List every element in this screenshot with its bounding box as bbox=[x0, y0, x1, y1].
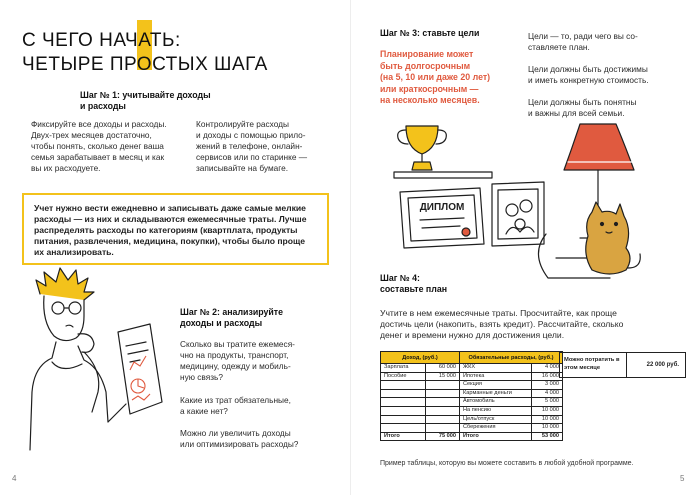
table-row bbox=[381, 398, 563, 407]
step4-heading bbox=[380, 273, 447, 295]
text-line: вы их расходуете. bbox=[31, 163, 101, 173]
table-row bbox=[381, 415, 563, 424]
income-value bbox=[425, 389, 459, 398]
spend-value: 22 000 руб. bbox=[646, 362, 679, 368]
expense-value: 16 000 bbox=[531, 372, 562, 381]
budget-table bbox=[380, 351, 563, 441]
income-label bbox=[381, 389, 426, 398]
text-line: на несколько месяцев. bbox=[380, 95, 480, 105]
income-total-label: Итого bbox=[381, 432, 426, 441]
achievements-illustration bbox=[380, 118, 680, 288]
callout-line: питания, развлечения, медицина, покупки), чтобы было проще bbox=[34, 236, 306, 246]
text-line: записывайте на бумаге. bbox=[196, 163, 289, 173]
text-line: медицину, одежду и мобиль- bbox=[180, 361, 291, 371]
table-row bbox=[381, 381, 563, 390]
text-line: и иметь конкретную стоимость. bbox=[528, 75, 649, 85]
step1-text-col2 bbox=[196, 119, 307, 174]
table-row bbox=[381, 424, 563, 433]
income-header: Доход, (руб.) bbox=[381, 352, 460, 364]
text-line: чтобы понять, сколько денег ваша bbox=[31, 141, 164, 151]
income-value bbox=[425, 415, 459, 424]
table-header-row bbox=[381, 352, 563, 364]
step2-paragraph-3 bbox=[180, 428, 298, 450]
text-line: достичь цели (накопить, взять кредит). Рассчитайте, сколько bbox=[380, 319, 624, 329]
expense-label: На пенсию bbox=[460, 406, 532, 415]
text-line: Двух-трех месяцев достаточно, bbox=[31, 130, 152, 140]
income-value: 15 000 bbox=[425, 372, 459, 381]
text-line: чно на продукты, транспорт, bbox=[180, 350, 289, 360]
expense-value: 5 000 bbox=[531, 398, 562, 407]
text-line: и доходы с помощью прило- bbox=[196, 130, 306, 140]
text-line: Какие из трат обязательные, bbox=[180, 395, 291, 405]
text-line: Фиксируйте все доходы и расходы. bbox=[31, 119, 167, 129]
income-value bbox=[425, 381, 459, 390]
goals-note-1 bbox=[528, 31, 638, 53]
step2-paragraph-2 bbox=[180, 395, 291, 417]
text-line: Контролируйте расходы bbox=[196, 119, 289, 129]
step4-heading-line2: составьте план bbox=[380, 284, 448, 294]
income-total-value: 75 000 bbox=[425, 432, 459, 441]
text-line: и важны для всей семьи. bbox=[528, 108, 625, 118]
text-line: или оптимизировать расходы? bbox=[180, 439, 299, 449]
step2-heading bbox=[180, 307, 283, 329]
income-value: 60 000 bbox=[425, 364, 459, 373]
text-line: быть долгосрочным bbox=[380, 60, 471, 71]
table-row bbox=[381, 372, 563, 381]
expense-value: 10 000 bbox=[531, 406, 562, 415]
expense-label: Карманные деньги bbox=[460, 389, 532, 398]
text-line: или краткосрочным — bbox=[380, 83, 479, 94]
step3-highlight-text bbox=[380, 49, 490, 107]
expense-label: Ипотека bbox=[460, 372, 532, 381]
table-caption: Пример таблицы, которую вы можете составить в любой удобной программе. bbox=[380, 460, 634, 467]
text-line: Планирование может bbox=[380, 49, 474, 59]
spend-summary-box bbox=[559, 352, 686, 378]
step4-heading-line1: Шаг № 4: bbox=[380, 273, 420, 283]
text-line: денег и времени нужно для достижения цели. bbox=[380, 330, 565, 340]
expense-label: Сбережения bbox=[460, 424, 532, 433]
expense-value: 10 000 bbox=[531, 415, 562, 424]
text-line: Цели должны быть достижимы bbox=[528, 64, 648, 74]
expense-header: Обязательные расходы, (руб.) bbox=[460, 352, 563, 364]
expense-total-label: Итого bbox=[460, 432, 532, 441]
expense-value: 4 000 bbox=[531, 389, 562, 398]
expense-label: Цель/отпуск bbox=[460, 415, 532, 424]
step2-heading-line1: Шаг № 2: анализируйте bbox=[180, 307, 283, 317]
income-value bbox=[425, 424, 459, 433]
page-divider bbox=[350, 0, 351, 495]
callout-line: распределять расходы по категориям (квартплата, продукты bbox=[34, 225, 298, 235]
callout-line: Учет нужно вести ежедневно и записывать даже самые мелкие bbox=[34, 203, 306, 213]
step1-text-col1 bbox=[31, 119, 167, 174]
income-label bbox=[381, 406, 426, 415]
title-line-1: С ЧЕГО НАЧАТЬ: bbox=[22, 30, 181, 51]
text-line: Цели — то, ради чего вы со- bbox=[528, 31, 638, 41]
text-line: Можно ли увеличить доходы bbox=[180, 428, 291, 438]
expense-value: 10 000 bbox=[531, 424, 562, 433]
expense-value: 4 000 bbox=[531, 364, 562, 373]
income-label bbox=[381, 381, 426, 390]
expense-label: ЖКХ bbox=[460, 364, 532, 373]
expense-label: Секция bbox=[460, 381, 532, 390]
income-label: Пособие bbox=[381, 372, 426, 381]
income-label bbox=[381, 398, 426, 407]
spend-label: Можно потратить в этом месяце bbox=[564, 357, 620, 371]
income-value bbox=[425, 406, 459, 415]
table-row bbox=[381, 364, 563, 373]
expense-value: 3 000 bbox=[531, 381, 562, 390]
step2-paragraph-1 bbox=[180, 339, 295, 383]
text-line: семья зарабатывает в месяц и как bbox=[31, 152, 165, 162]
text-line: сервисов или по старинке — bbox=[196, 152, 308, 162]
step2-heading-line2: доходы и расходы bbox=[180, 318, 263, 328]
title-line-2: ЧЕТЫРЕ ПРОСТЫХ ШАГА bbox=[22, 54, 268, 75]
table-row bbox=[381, 406, 563, 415]
callout-line: их анализировать. bbox=[34, 247, 114, 257]
text-line: Цели должны быть понятны bbox=[528, 97, 637, 107]
text-line: Сколько вы тратите ежемеся- bbox=[180, 339, 295, 349]
step1-heading bbox=[80, 90, 211, 112]
thinking-man-illustration bbox=[22, 262, 172, 454]
text-line: Учтите в нем ежемесячные траты. Просчитайте, как проще bbox=[380, 308, 617, 318]
income-label: Зарплата bbox=[381, 364, 426, 373]
expense-total-value: 53 000 bbox=[531, 432, 562, 441]
text-line: а какие нет? bbox=[180, 406, 228, 416]
step3-heading: Шаг № 3: ставьте цели bbox=[380, 28, 480, 38]
expense-label: Автомобиль bbox=[460, 398, 532, 407]
step1-heading-line1: Шаг № 1: учитывайте доходы bbox=[80, 90, 211, 100]
text-line: ставляете план. bbox=[528, 42, 590, 52]
income-label bbox=[381, 424, 426, 433]
goals-note-2 bbox=[528, 64, 649, 86]
text-line: жений в телефоне, онлайн- bbox=[196, 141, 303, 151]
text-line: (на 5, 10 или даже 20 лет) bbox=[380, 72, 491, 82]
page-number-left: 4 bbox=[12, 474, 17, 483]
step4-text bbox=[380, 308, 623, 341]
income-label bbox=[381, 415, 426, 424]
callout-line: расходы — из них и складываются ежемесячные траты. Лучше bbox=[34, 214, 307, 224]
income-value bbox=[425, 398, 459, 407]
text-line: ную связь? bbox=[180, 372, 223, 382]
page-number-right: 5 bbox=[680, 474, 685, 483]
spend-divider bbox=[626, 353, 627, 377]
table-row bbox=[381, 389, 563, 398]
budget-table-wrapper bbox=[380, 351, 563, 441]
table-total-row bbox=[381, 432, 563, 441]
goals-note-3 bbox=[528, 97, 636, 119]
tip-callout bbox=[22, 193, 329, 265]
step1-heading-line2: и расходы bbox=[80, 101, 126, 111]
diploma-label: ДИПЛОМ bbox=[419, 202, 465, 213]
